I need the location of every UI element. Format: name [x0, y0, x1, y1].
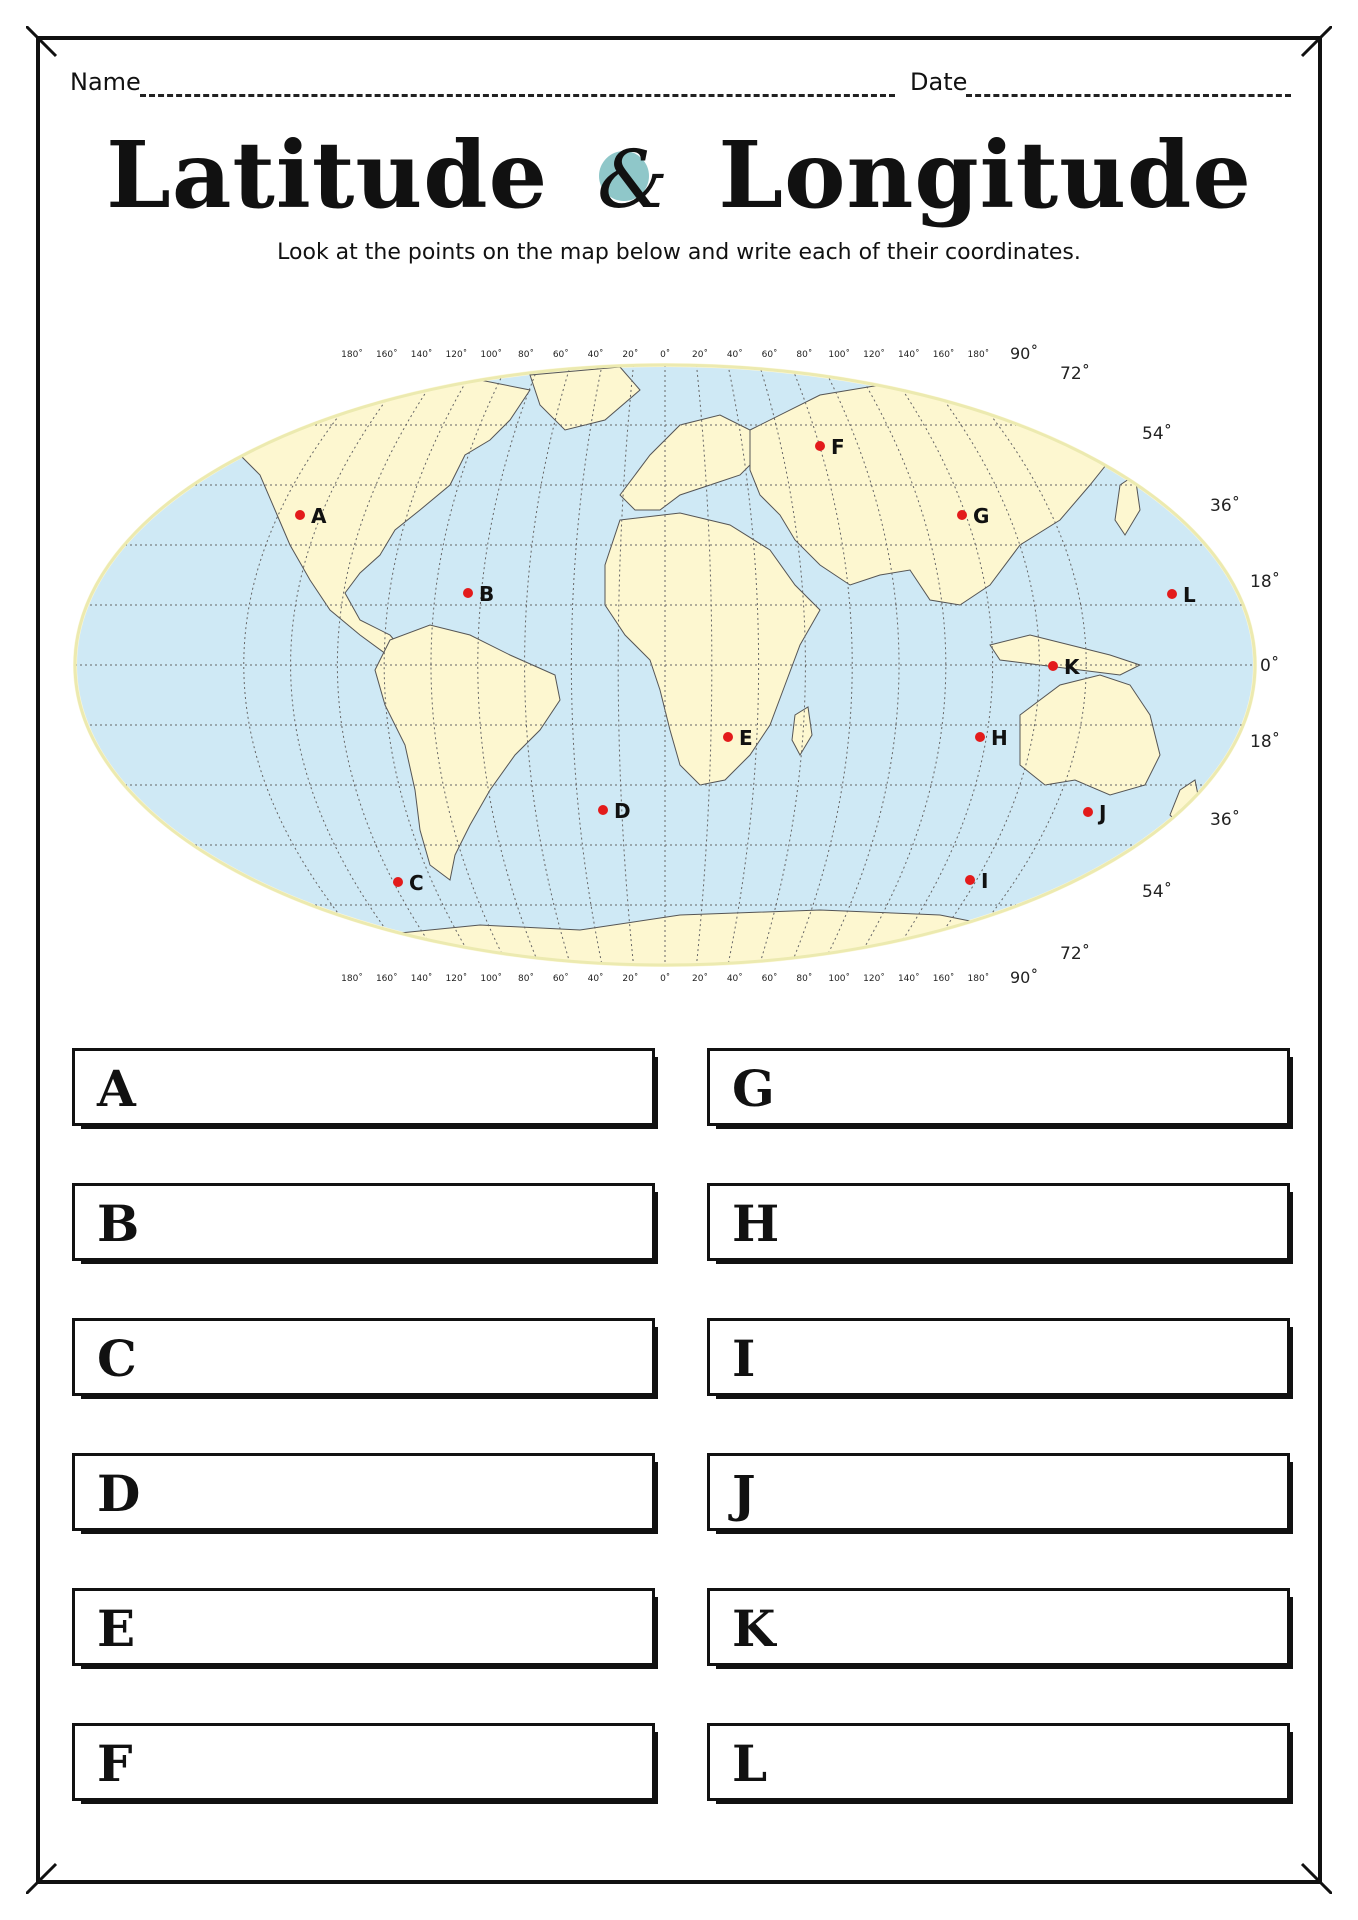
answer-letter: A — [97, 1059, 136, 1118]
corner-decoration — [26, 26, 66, 66]
name-field[interactable] — [140, 94, 895, 97]
longitude-label: 0˚ — [660, 350, 671, 360]
answer-letter: J — [732, 1464, 756, 1523]
answer-box-l[interactable] — [707, 1723, 1290, 1801]
longitude-label: 80˚ — [796, 974, 813, 984]
pole-label: 90˚ — [1010, 968, 1039, 987]
map-point-label: A — [311, 504, 327, 528]
longitude-label: 140˚ — [410, 974, 433, 984]
map-point-label: I — [981, 869, 989, 893]
longitude-label: 100˚ — [828, 350, 851, 360]
answer-letter: D — [97, 1464, 141, 1523]
map-point-marker — [1048, 661, 1058, 671]
answer-letter: B — [97, 1194, 140, 1253]
longitude-label: 180˚ — [341, 350, 363, 360]
longitude-label: 160˚ — [932, 974, 955, 984]
equator-label: 0˚ — [1260, 656, 1280, 676]
map-point-marker — [965, 875, 975, 885]
map-point-label: K — [1064, 655, 1080, 679]
longitude-label: 60˚ — [761, 974, 778, 984]
answer-box-b[interactable] — [72, 1183, 655, 1261]
longitude-label: 140˚ — [897, 350, 920, 360]
map-point-label: L — [1183, 583, 1196, 607]
map-point-marker — [598, 805, 608, 815]
longitude-label: 160˚ — [375, 350, 398, 360]
header-row — [70, 68, 1290, 102]
latitude-label: 72˚ — [1060, 364, 1091, 384]
corner-decoration — [1292, 26, 1332, 66]
map-point-marker — [975, 732, 985, 742]
map-point-label: E — [739, 726, 753, 750]
title-latitude: Latitude — [106, 121, 549, 229]
longitude-label: 40˚ — [726, 974, 743, 984]
longitude-label: 100˚ — [480, 974, 503, 984]
longitude-label: 40˚ — [726, 350, 743, 360]
map-point-marker — [1083, 807, 1093, 817]
map-point-marker — [957, 510, 967, 520]
map-point-marker — [463, 588, 473, 598]
longitude-label: 0˚ — [660, 974, 671, 984]
longitude-label: 140˚ — [410, 350, 433, 360]
longitude-label: 160˚ — [932, 350, 955, 360]
page-title — [0, 120, 1358, 235]
latitude-label: 36˚ — [1210, 496, 1241, 516]
map-point-marker — [1167, 589, 1177, 599]
answer-letter: G — [732, 1059, 775, 1118]
name-label: Name — [70, 68, 141, 96]
corner-decoration — [26, 1854, 66, 1894]
longitude-label: 20˚ — [622, 974, 639, 984]
answer-box-d[interactable] — [72, 1453, 655, 1531]
answer-box-c[interactable] — [72, 1318, 655, 1396]
map-point-label: B — [479, 582, 495, 606]
map-point-label: D — [614, 799, 631, 823]
answer-box-k[interactable] — [707, 1588, 1290, 1666]
longitude-label: 140˚ — [897, 974, 920, 984]
longitude-label: 60˚ — [552, 974, 569, 984]
longitude-label: 20˚ — [622, 350, 639, 360]
answer-letter: K — [732, 1599, 776, 1658]
longitude-label: 60˚ — [552, 350, 569, 360]
answer-letter: I — [732, 1329, 756, 1388]
longitude-label: 120˚ — [863, 350, 885, 360]
map-point-label: J — [1099, 801, 1107, 825]
latitude-label: 36˚ — [1210, 810, 1241, 830]
map-point-label: H — [991, 726, 1008, 750]
longitude-label: 100˚ — [828, 974, 851, 984]
longitude-label: 20˚ — [692, 974, 708, 984]
answer-letter: C — [97, 1329, 137, 1388]
answer-box-e[interactable] — [72, 1588, 655, 1666]
map-point-marker — [815, 441, 825, 451]
corner-decoration — [1292, 1854, 1332, 1894]
latitude-label: 18˚ — [1250, 572, 1281, 592]
answer-box-g[interactable] — [707, 1048, 1290, 1126]
longitude-label: 120˚ — [445, 350, 468, 360]
map-point-label: G — [973, 504, 990, 528]
answer-box-a[interactable] — [72, 1048, 655, 1126]
answer-letter: H — [732, 1194, 780, 1253]
answer-letter: E — [97, 1599, 136, 1658]
longitude-label: 100˚ — [480, 350, 503, 360]
longitude-label: 80˚ — [518, 350, 534, 360]
date-label: Date — [910, 68, 968, 96]
longitude-label: 20˚ — [692, 350, 708, 360]
title-longitude: Longitude — [718, 121, 1252, 229]
latitude-label: 54˚ — [1142, 424, 1173, 444]
answer-letter: L — [732, 1734, 768, 1793]
latitude-label: 18˚ — [1250, 732, 1281, 752]
answer-box-j[interactable] — [707, 1453, 1290, 1531]
world-map-svg — [60, 335, 1310, 995]
longitude-label: 180˚ — [341, 974, 363, 984]
answer-box-f[interactable] — [72, 1723, 655, 1801]
date-field[interactable] — [966, 94, 1291, 97]
longitude-label: 80˚ — [518, 974, 534, 984]
longitude-label: 40˚ — [587, 974, 604, 984]
longitude-label: 60˚ — [761, 350, 778, 360]
longitude-labels-bottom — [341, 968, 1038, 987]
longitude-label: 180˚ — [967, 350, 990, 360]
longitude-label: 120˚ — [863, 974, 885, 984]
latitude-label: 72˚ — [1060, 944, 1091, 964]
title-ampersand: & — [597, 125, 669, 235]
answer-letter: F — [97, 1734, 133, 1793]
map-point-label: C — [409, 871, 424, 895]
map-point-marker — [393, 877, 403, 887]
instructions: Look at the points on the map below and write each of their coordinates. — [277, 240, 1081, 265]
longitude-labels-top — [341, 344, 1038, 363]
answer-box-i[interactable] — [707, 1318, 1290, 1396]
world-map — [60, 335, 1310, 995]
pole-label: 90˚ — [1010, 344, 1039, 363]
longitude-label: 80˚ — [796, 350, 813, 360]
map-point-marker — [723, 732, 733, 742]
latitude-label: 54˚ — [1142, 882, 1173, 902]
map-point-label: F — [831, 435, 845, 459]
longitude-label: 40˚ — [587, 350, 604, 360]
map-point-marker — [295, 510, 305, 520]
longitude-label: 120˚ — [445, 974, 468, 984]
answer-box-h[interactable] — [707, 1183, 1290, 1261]
longitude-label: 160˚ — [375, 974, 398, 984]
longitude-label: 180˚ — [967, 974, 990, 984]
